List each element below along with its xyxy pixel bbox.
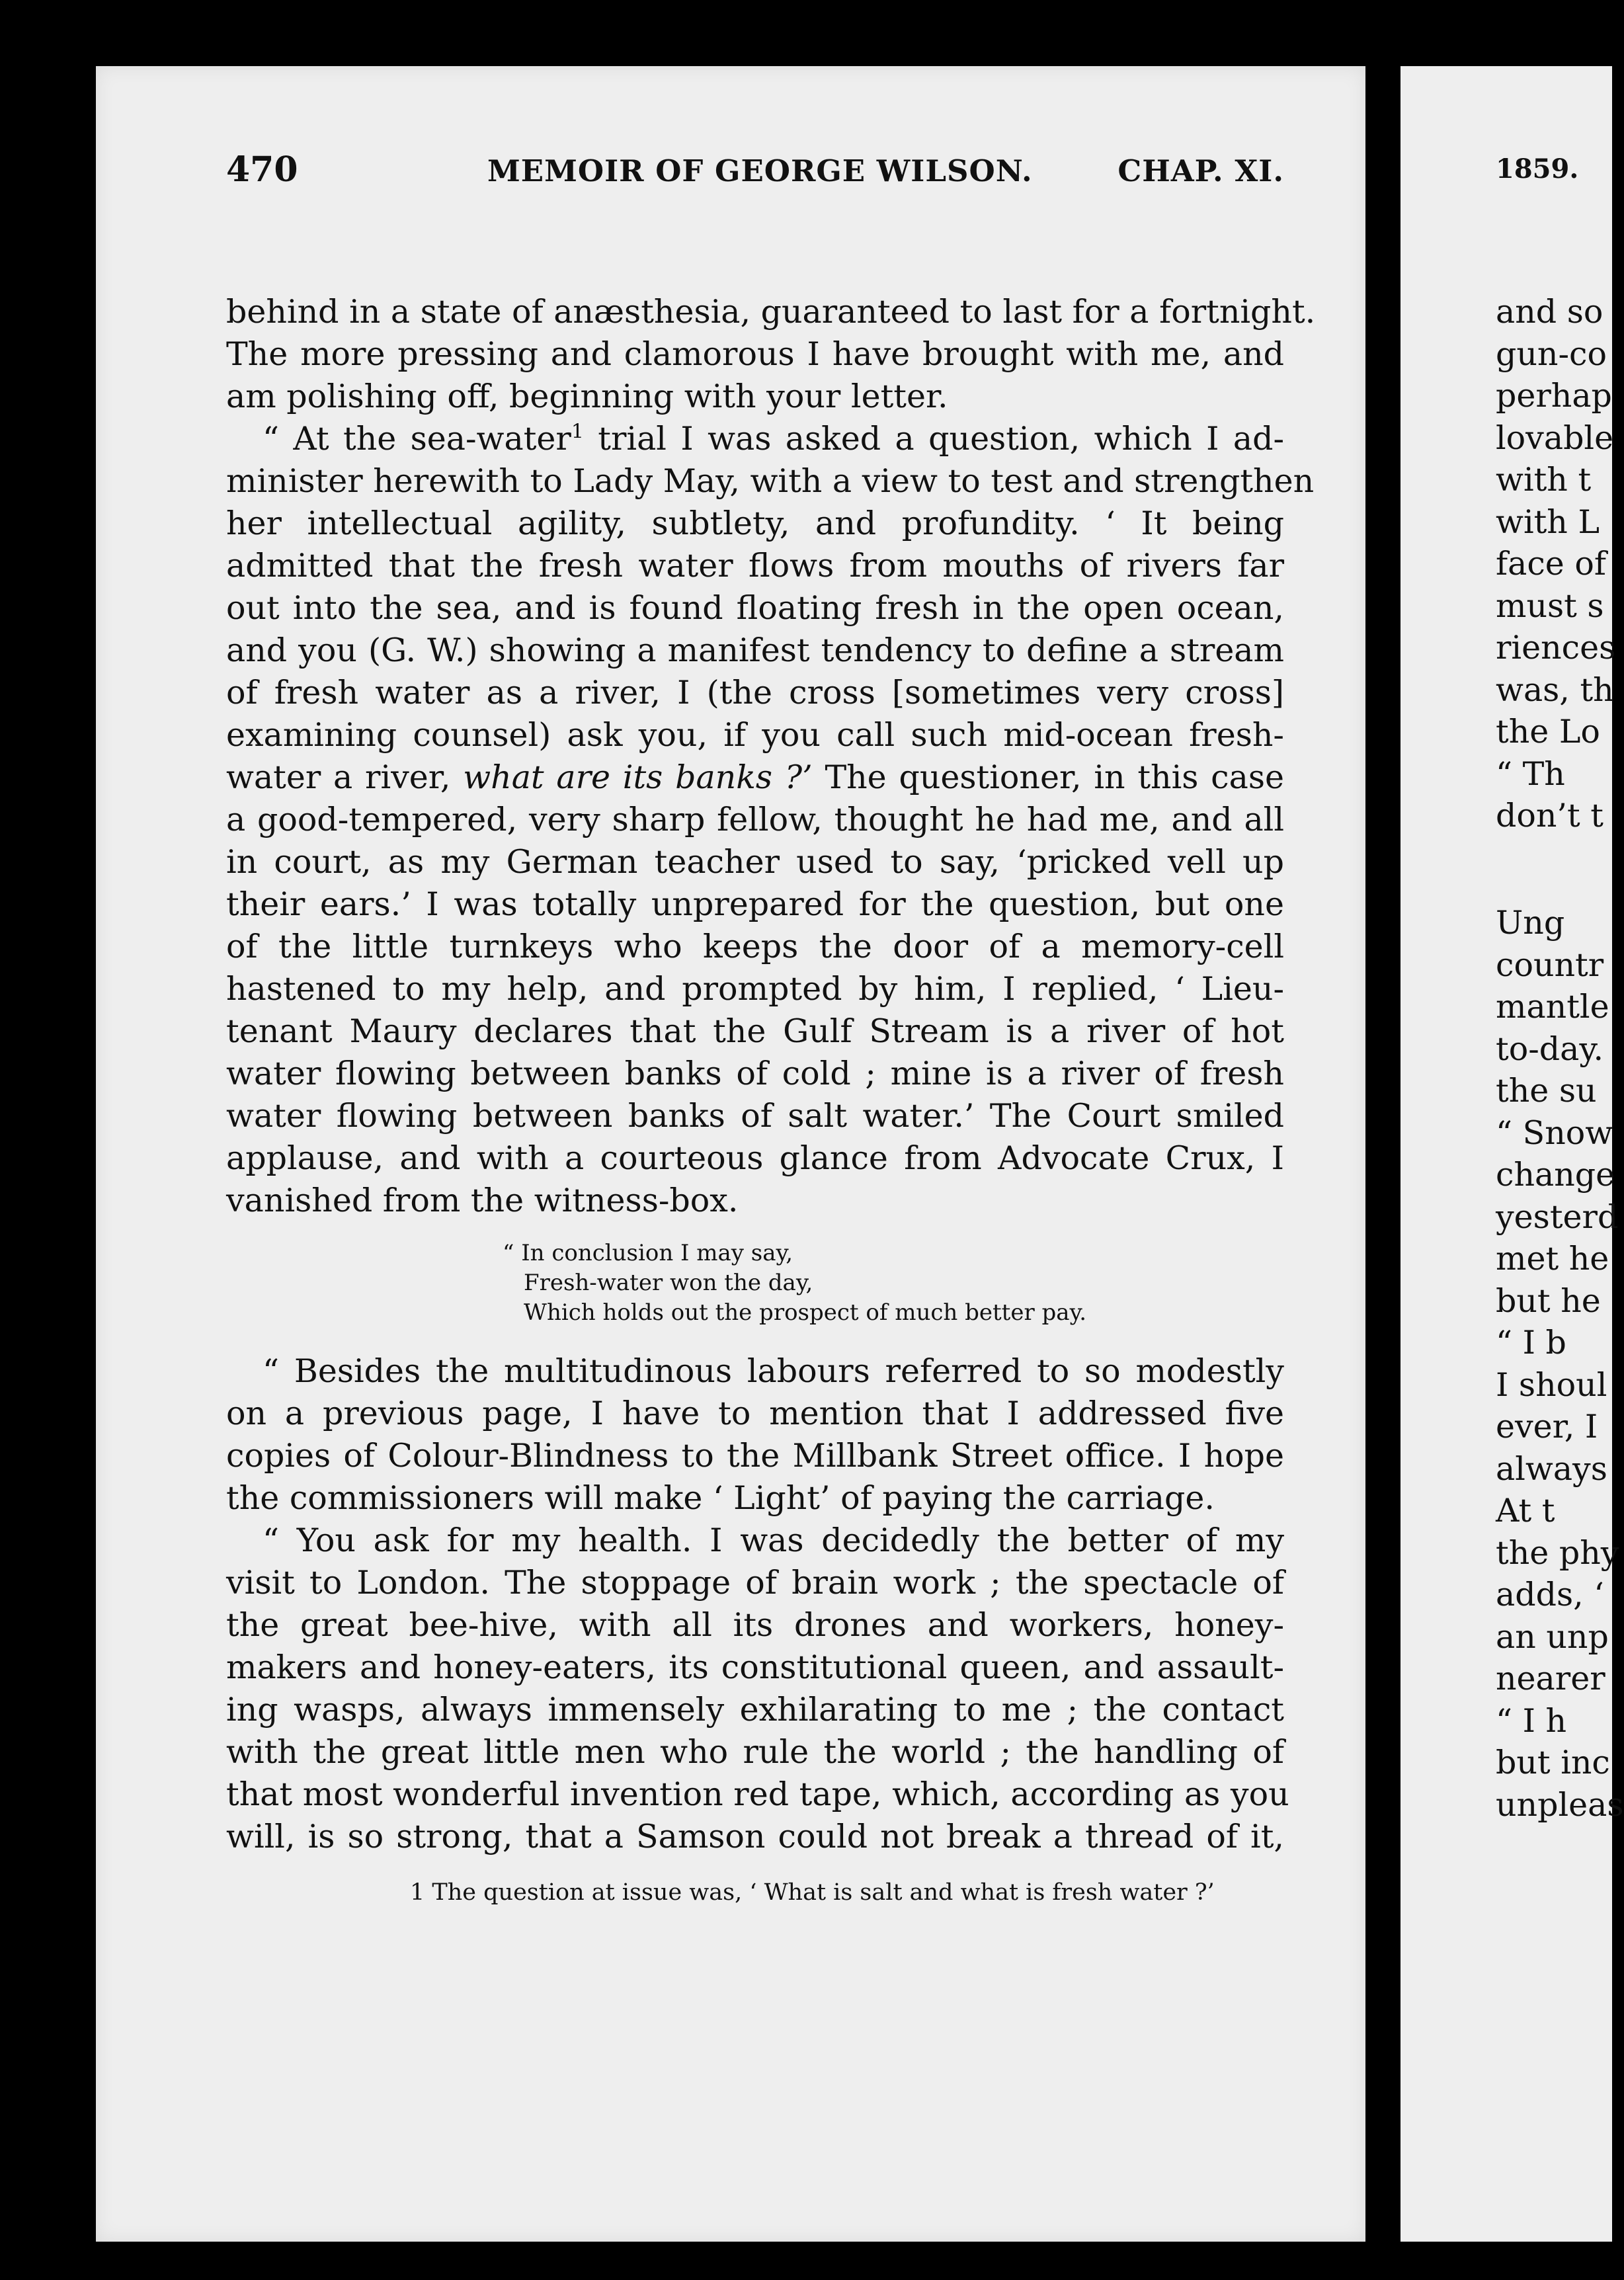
right-page-line: was, th	[1496, 671, 1614, 709]
text-line: applause, and with a courteous glance from Advocate Crux, I	[226, 1139, 1284, 1177]
verse-line: Which holds out the prospect of much better pay.	[524, 1299, 1087, 1326]
right-page-line: face of	[1496, 545, 1607, 583]
text-line: vanished from the witness-box.	[226, 1182, 739, 1219]
text-line: a good-tempered, very sharp fellow, thought he had me, and all	[226, 801, 1284, 838]
right-page-line: the su	[1496, 1072, 1597, 1110]
text-line: their ears.’ I was totally unprepared for the question, but one	[226, 885, 1284, 923]
text-line: admitted that the fresh water flows from mouths of rivers far	[226, 547, 1284, 585]
right-page-line: At t	[1496, 1492, 1555, 1529]
right-page-line: always	[1496, 1449, 1607, 1488]
page-header	[226, 149, 1284, 196]
text-line: copies of Colour-Blindness to the Millbank Street office. I hope	[226, 1437, 1284, 1475]
text-line: hastened to my help, and prompted by him, I replied, ‘ Lieu-	[226, 970, 1284, 1008]
right-page-line: must s	[1496, 587, 1604, 625]
right-page-line: but inc	[1496, 1744, 1610, 1781]
text-fragment: water a river,	[226, 758, 464, 796]
verse-line: Fresh-water won the day,	[524, 1270, 813, 1296]
right-page-line: with L	[1496, 503, 1600, 541]
text-fragment: The questioner, in this case	[812, 758, 1284, 796]
body-paragraph-2	[226, 1350, 1289, 1858]
text-line: water flowing between banks of cold ; mine is a river of fresh	[226, 1055, 1284, 1092]
text-line: water flowing between banks of salt water.’ The Court smiled	[226, 1097, 1284, 1135]
text-line: of fresh water as a river, I (the cross [sometimes very cross]	[226, 674, 1284, 712]
right-page-line: yesterd	[1496, 1198, 1619, 1236]
footnote: 1 The question at issue was, ‘ What is salt and what is fresh water ?’	[410, 1879, 1215, 1906]
right-page-line: Ung	[1496, 904, 1565, 942]
chapter-label: CHAP. XI.	[1117, 153, 1284, 188]
text-line: that most wonderful invention red tape, which, according as you	[226, 1775, 1289, 1813]
text-line: makers and honey-eaters, its constitutional queen, and assault-	[226, 1649, 1284, 1686]
verse-block	[503, 1239, 1086, 1328]
page-number: 470	[226, 149, 298, 190]
right-page-line: mantle	[1496, 988, 1609, 1026]
right-page-line: gun-co	[1496, 335, 1607, 373]
text-line: “ Besides the multitudinous labours referred to so modestly	[263, 1352, 1284, 1390]
right-page-line: met he	[1496, 1240, 1609, 1278]
text-line: with the great little men who rule the world ; the handling of	[226, 1733, 1284, 1771]
text-line: and you (G. W.) showing a manifest tendency to define a stream	[226, 631, 1284, 669]
right-page-text	[1496, 149, 1624, 1922]
text-line: behind in a state of anæsthesia, guaranteed to last for a fortnight.	[226, 293, 1316, 331]
right-page-line: the phy	[1496, 1533, 1619, 1572]
verse-line: “ In conclusion I may say,	[503, 1240, 793, 1266]
text-line: on a previous page, I have to mention that I addressed five	[226, 1395, 1284, 1432]
right-page-line: adds, ‘	[1496, 1576, 1604, 1613]
right-page-line: unpleas	[1496, 1785, 1624, 1824]
right-page-line: riences	[1496, 629, 1616, 667]
text-line: ing wasps, always immensely exhilarating to me ; the contact	[226, 1691, 1284, 1729]
right-page-line: “ Th	[1496, 754, 1565, 793]
right-page-line: but he	[1496, 1282, 1601, 1320]
right-page-line: I shoul	[1496, 1365, 1607, 1404]
right-page-line: “ I b	[1496, 1324, 1566, 1362]
text-fragment: “ At the sea-water	[263, 420, 571, 458]
text-line: the commissioners will make ‘ Light’ of paying the carriage.	[226, 1479, 1215, 1517]
text-line: her intellectual agility, subtlety, and profundity. ‘ It being	[226, 505, 1284, 542]
right-page-line: to-day.	[1496, 1030, 1604, 1068]
right-page-line: “ I h	[1496, 1701, 1567, 1740]
right-page-line: countr	[1496, 946, 1604, 984]
text-line: minister herewith to Lady May, with a view to test and strengthen	[226, 462, 1315, 500]
text-line: the great bee-hive, with all its drones and workers, honey-	[226, 1606, 1284, 1644]
right-page-line: with t	[1496, 461, 1592, 499]
right-page-line: nearer	[1496, 1660, 1605, 1697]
body-paragraph-1	[226, 291, 1316, 1222]
running-title: MEMOIR OF GEORGE WILSON.	[487, 153, 1033, 188]
right-page-line: change	[1496, 1156, 1615, 1194]
text-fragment: trial I was asked a question, which I ad-	[583, 420, 1284, 458]
right-page-line: “ Snow	[1496, 1114, 1613, 1152]
right-page-line: don’t t	[1496, 797, 1604, 835]
right-page-line: ever, I	[1496, 1408, 1598, 1445]
text-line: in court, as my German teacher used to say, ‘pricked vell up	[226, 843, 1284, 881]
text-line: examining counsel) ask you, if you call such mid-ocean fresh-	[226, 716, 1284, 754]
right-page-header: 1859.	[1496, 153, 1579, 184]
text-line: tenant Maury declares that the Gulf Stream is a river of hot	[226, 1012, 1284, 1050]
text-line: out into the sea, and is found floating fresh in the open ocean,	[226, 589, 1284, 627]
text-line: am polishing off, beginning with your letter.	[226, 378, 948, 415]
text-line: of the little turnkeys who keeps the door of a memory-cell	[226, 928, 1284, 965]
italic-fragment: what are its banks ?’	[463, 758, 813, 796]
right-page-line: and so	[1496, 293, 1604, 331]
text-line	[226, 756, 1284, 799]
right-page-line: an unp	[1496, 1617, 1609, 1656]
text-line	[226, 418, 1284, 460]
footnote-marker: 1	[571, 420, 584, 444]
text-line: visit to London. The stoppage of brain work ; the spectacle of	[226, 1564, 1284, 1602]
text-line: “ You ask for my health. I was decidedly the better of my	[263, 1522, 1284, 1559]
right-page-line: lovable	[1496, 419, 1614, 457]
right-page-line: perhap	[1496, 377, 1612, 415]
text-line: will, is so strong, that a Samson could not break a thread of it,	[226, 1818, 1284, 1855]
right-page-line: the Lo	[1496, 713, 1600, 751]
text-line: The more pressing and clamorous I have brought with me, and	[226, 335, 1284, 373]
